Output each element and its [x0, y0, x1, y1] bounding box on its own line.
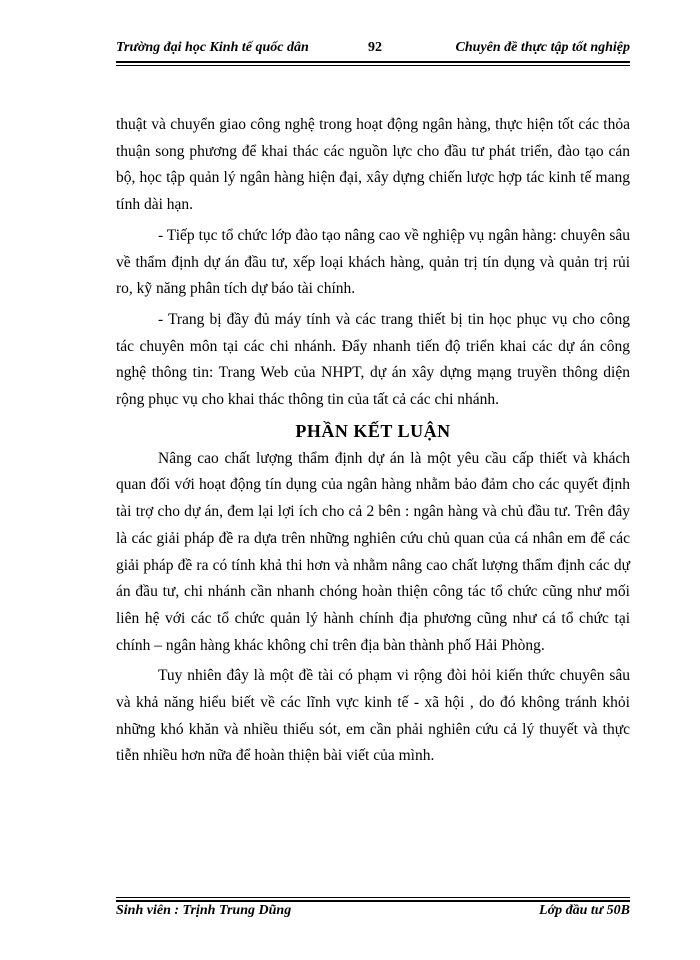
header-university: Trường đại học Kinh tế quốc dân	[116, 40, 309, 55]
paragraph-conclusion-1: Nâng cao chất lượng thẩm định dự án là một yêu cầu cấp thiết và khách quan đối với hoạt động tín dụng của ngân hàng nhằm bảo đảm cho các quyết định tài trợ cho dự án, đem lại lợi ích cho cả 2 bên : ngân hàng và chủ đầu tư. Trên đây là các giải pháp đề ra dựa trên những nghiên cứu chủ quan của cá nhân em để các giải pháp đề ra có tính khả thi hơn và nhằm nâng cao chất lượng thẩm định các dự án đầu tư, chi nhánh cần nhanh chóng hoàn thiện công tác tổ chức cũng như mối liên hệ với các tổ chức quản lý hành chính địa phương cũng như cá tổ chức tại chính – ngân hàng khác không chỉ trên địa bàn thành phố Hải Phòng.	[116, 449, 630, 654]
page-footer	[116, 903, 630, 925]
page-body	[116, 112, 630, 774]
footer-student: Sinh viên : Trịnh Trung Dũng	[116, 903, 292, 918]
footer-class: Lớp đầu tư 50B	[539, 903, 630, 918]
page-header	[116, 38, 630, 60]
paragraph-conclusion-2: Tuy nhiên đây là một đề tài có phạm vi rộng đòi hỏi kiến thức chuyên sâu và khả năng hiểu biết về các lĩnh vực kinh tế - xã hội , do đó không tránh khỏi những khó khăn và nhiều thiếu sót, em cần phải nghiên cứu cả lý thuyết và thực tiễn nhiều hơn nữa để hoàn thiện bài viết của mình.	[116, 667, 630, 765]
page-number: 92	[368, 40, 382, 55]
paragraph-equipment: - Trang bị đầy đủ máy tính và các trang thiết bị tin học phục vụ cho công tác chuyên môn tại các chi nhánh. Đẩy nhanh tiến độ triển khai các dự án công nghệ thông tin: Trang Web của NHPT, dự án xây dựng mạng truyền thông diện rộng phục vụ cho khai thác thông tin của tất cả các chi nhánh.	[116, 310, 630, 409]
footer-rule-thin	[116, 897, 630, 898]
paragraph-training: - Tiếp tục tổ chức lớp đào tạo nâng cao về nghiệp vụ ngân hàng: chuyên sâu về thẩm định dự án đầu tư, xếp loại khách hàng, quản trị tín dụng và quản trị rủi ro, kỹ năng phân tích dự báo tài chính.	[116, 226, 630, 298]
footer-rule-thick	[116, 900, 630, 902]
paragraph-continuation: thuật và chuyển giao công nghệ trong hoạt động ngân hàng, thực hiện tốt các thỏa thuận song phương để khai thác các nguồn lực cho đầu tư phát triển, đào tạo cán bộ, học tập quản lý ngân hàng hiện đại, xây dựng chiến lược hợp tác kinh tế mang tính dài hạn.	[116, 116, 630, 214]
section-heading-conclusion: PHẦN KẾT LUẬN	[295, 420, 451, 441]
header-rule-thick	[116, 61, 630, 63]
header-rule-thin	[116, 65, 630, 66]
header-document-type: Chuyên đề thực tập tốt nghiệp	[455, 40, 630, 55]
